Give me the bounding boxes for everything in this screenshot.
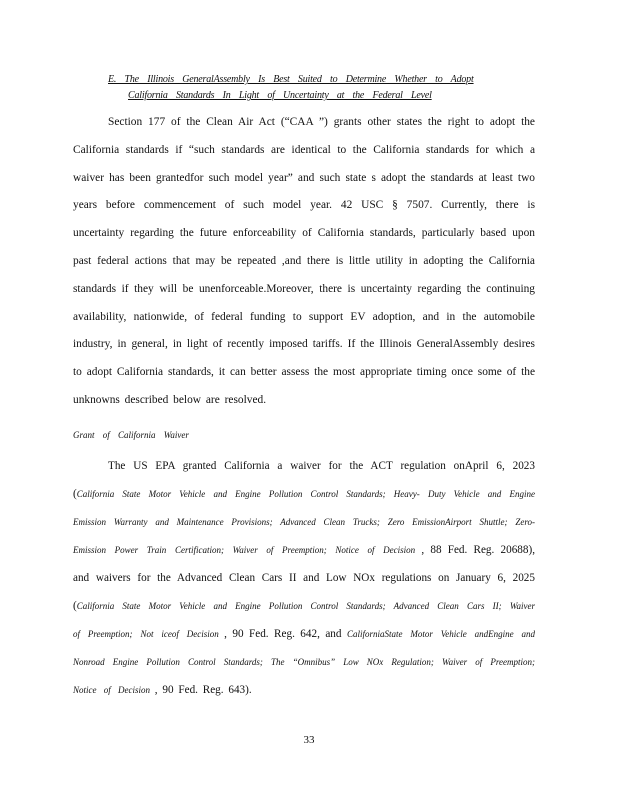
paragraph-2-text-2: , 88 Fed. Reg. 20688), and waivers for the Advanced Clean Cars II and Low NOx regulations on January 6, 2025 ( — [73, 544, 536, 612]
page-number: 33 — [303, 734, 315, 746]
section-heading-line2: California Standards In Light of Uncertainty at the Federal Level — [128, 90, 432, 101]
citation-2: California State Motor Vehicle and Engine Pollution Control Standards; Advanced Clean Cars II; Waiver of Preemption; Not iceof Decision — [73, 601, 535, 639]
body-paragraph-2 — [73, 452, 535, 704]
section-heading — [108, 72, 508, 104]
paragraph-2-text-4: , 90 Fed. Reg. 643). — [150, 684, 252, 696]
section-heading-line1: E. The Illinois GeneralAssembly Is Best Suited to Determine Whether to Adopt — [108, 74, 474, 85]
paragraph-2-text-3: , 90 Fed. Reg. 642, and — [218, 628, 347, 640]
subheading: Grant of California Waiver — [73, 430, 189, 440]
citation-1: California State Motor Vehicle and Engine Pollution Control Standards; Heavy- Duty Vehicle and Engine Emission Warranty and Maintenance Provisions; Advanced Clean Trucks; Zero EmissionAirport Shuttle; Zero-Emission Power Train Certification; Waiver of Preemption; Notice of Decision — [73, 489, 535, 555]
citation-3: CaliforniaState Motor Vehicle andEngine and Nonroad Engine Pollution Control Standards; The “Omnibus” Low NOx Regulation; Waiver of Preemption; Notice of Decision — [73, 629, 535, 695]
body-paragraph-1 — [73, 109, 535, 415]
paragraph-2-text-1: The US EPA granted California a waiver for the ACT regulation onApril 6, 2023 ( — [73, 460, 535, 500]
paragraph-text: Section 177 of the Clean Air Act (“CAA ”) grants other states the right to adopt the California standards if “such standards are identical to the California standards for which a waiver has been grantedfor such model year” and such state s adopt the standards at least two years before commencement of such model year. 42 USC § 7507. Currently, there is uncertainty regarding the future enforceability of California standards, particularly based upon past federal actions that may be repeated ,and there is little utility in adopting the California standards if they will be unenforceable.Moreover, there is uncertainty regarding the continuing availability, nationwide, of federal funding to support EV adoption, and in the automobile industry, in general, in light of recently imposed tariffs. If the Illinois GeneralAssembly desires to adopt California standards, it can better assess the most appropriate timing once some of the unknowns described below are resolved. — [73, 116, 535, 406]
